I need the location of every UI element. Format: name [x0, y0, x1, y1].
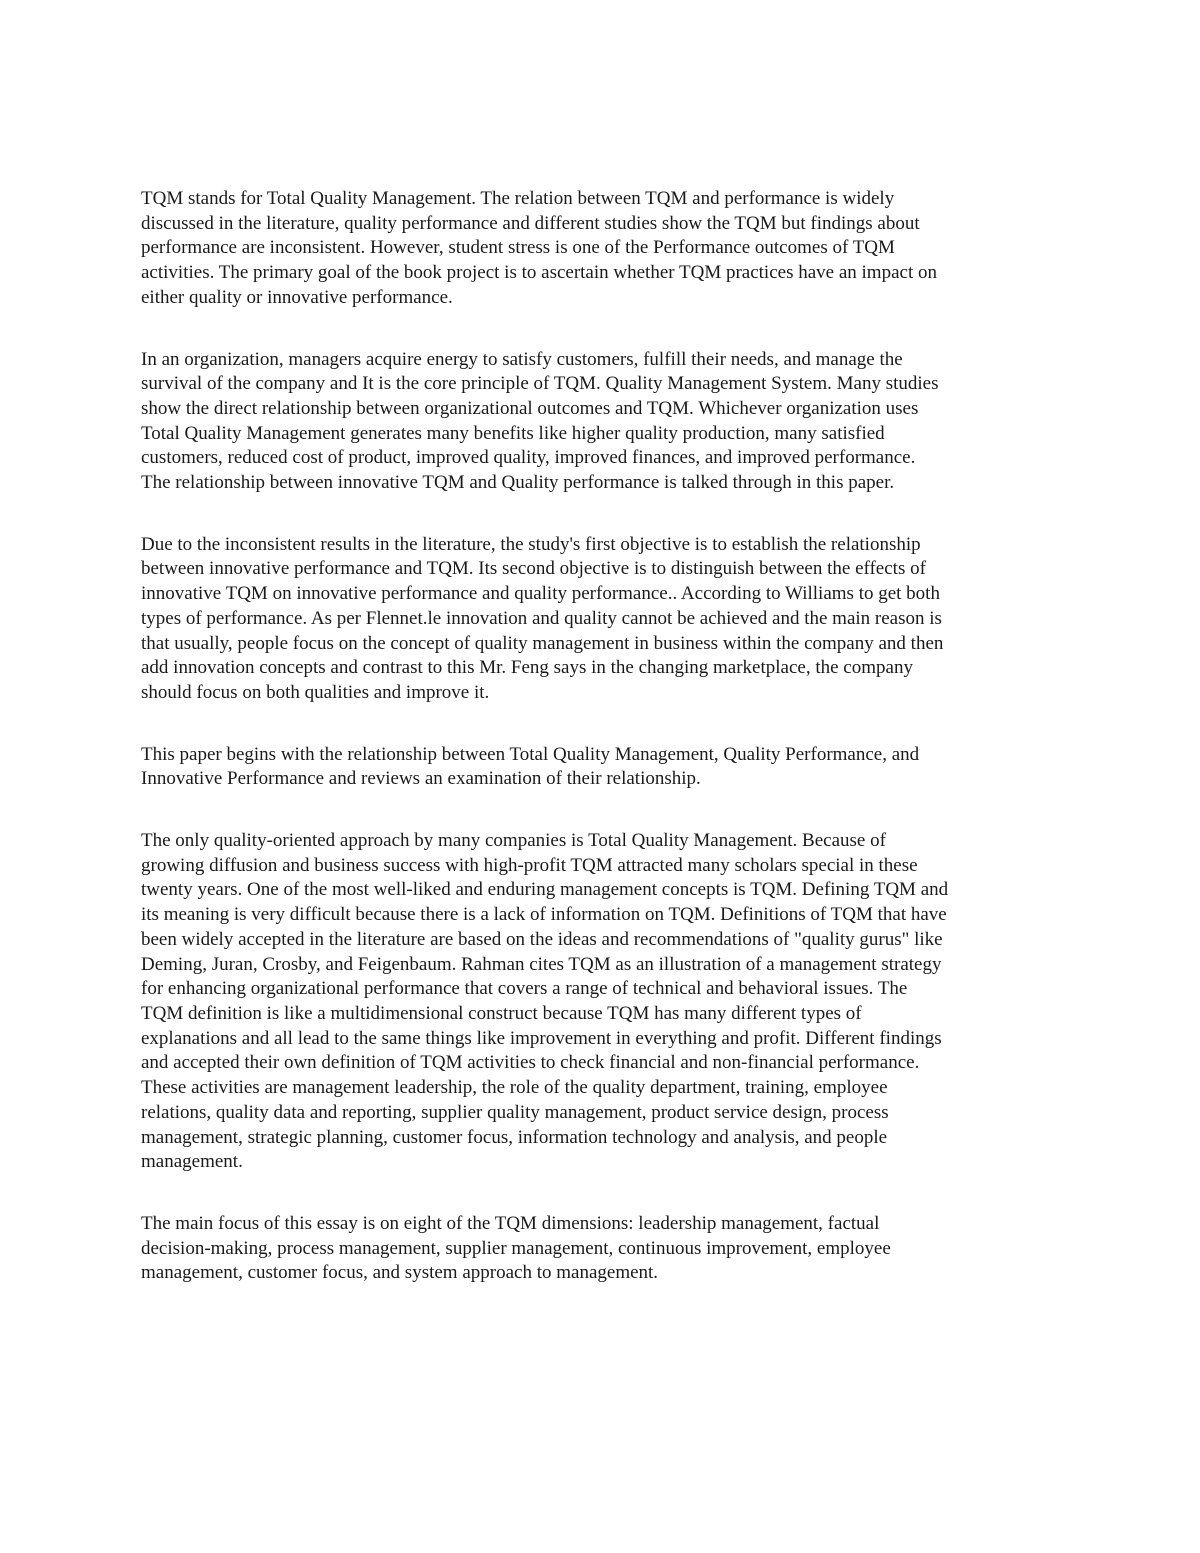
paragraph-tqm-approach: The only quality-oriented approach by many companies is Total Quality Management. Because of growing diffusion and business success with high-profit TQM attracted many scholars special in these twenty years. One of the most well-liked and enduring management concepts is TQM. Defining TQM and its meaning is very difficult because there is a lack of information on TQM. Definitions of TQM that have been widely accepted in the literature are based on the ideas and recommendations of "quality gurus" like Deming, Juran, Crosby, and Feigenbaum. Rahman cites TQM as an illustration of a management strategy for enhancing organizational performance that covers a range of technical and behavioral issues. The TQM definition is like a multidimensional construct because TQM has many different types of explanations and all lead to the same things like improvement in everything and profit. Different findings and accepted their own definition of TQM activities to check financial and non-financial performance. These activities are management leadership, the role of the quality department, training, employee relations, quality data and reporting, supplier quality management, product service design, process management, strategic planning, customer focus, information technology and analysis, and people management.: [141, 830, 949, 1173]
paragraph-organization-managers: In an organization, managers acquire energy to satisfy customers, fulfill their needs, and manage the survival of the company and It is the core principle of TQM. Quality Management System. Many studies show the direct relationship between organizational outcomes and TQM. Whichever organization uses Total Quality Management generates many benefits like higher quality production, many satisfied customers, reduced cost of product, improved quality, improved finances, and improved performance. The relationship between innovative TQM and Quality performance is talked through in this paper.: [141, 348, 939, 494]
document-body: [141, 187, 1066, 1323]
paragraph-tqm-definition: TQM stands for Total Quality Management. The relation between TQM and performance is widely discussed in the literature, quality performance and different studies show the TQM but findings about performance are inconsistent. However, student stress is one of the Performance outcomes of TQM activities. The primary goal of the book project is to ascertain whether TQM practices have an impact on either quality or innovative performance.: [141, 188, 937, 308]
paragraph-paper-overview: This paper begins with the relationship between Total Quality Management, Quality Performance, and Innovative Performance and reviews an examination of their relationship.: [141, 743, 920, 790]
paragraph-study-objectives: Due to the inconsistent results in the literature, the study's first objective is to establish the relationship between innovative performance and TQM. Its second objective is to distinguish between the effects of innovative TQM on innovative performance and quality performance.. According to Williams to get both types of performance. As per Flennet.le innovation and quality cannot be achieved and the main reason is that usually, people focus on the concept of quality management in business within the company and then add innovation concepts and contrast to this Mr. Feng says in the changing marketplace, the company should focus on both qualities and improve it.: [141, 533, 944, 703]
paragraph-tqm-dimensions: The main focus of this essay is on eight of the TQM dimensions: leadership management, factual decision-making, process management, supplier management, continuous improvement, employee management, customer focus, and system approach to management.: [141, 1212, 891, 1284]
